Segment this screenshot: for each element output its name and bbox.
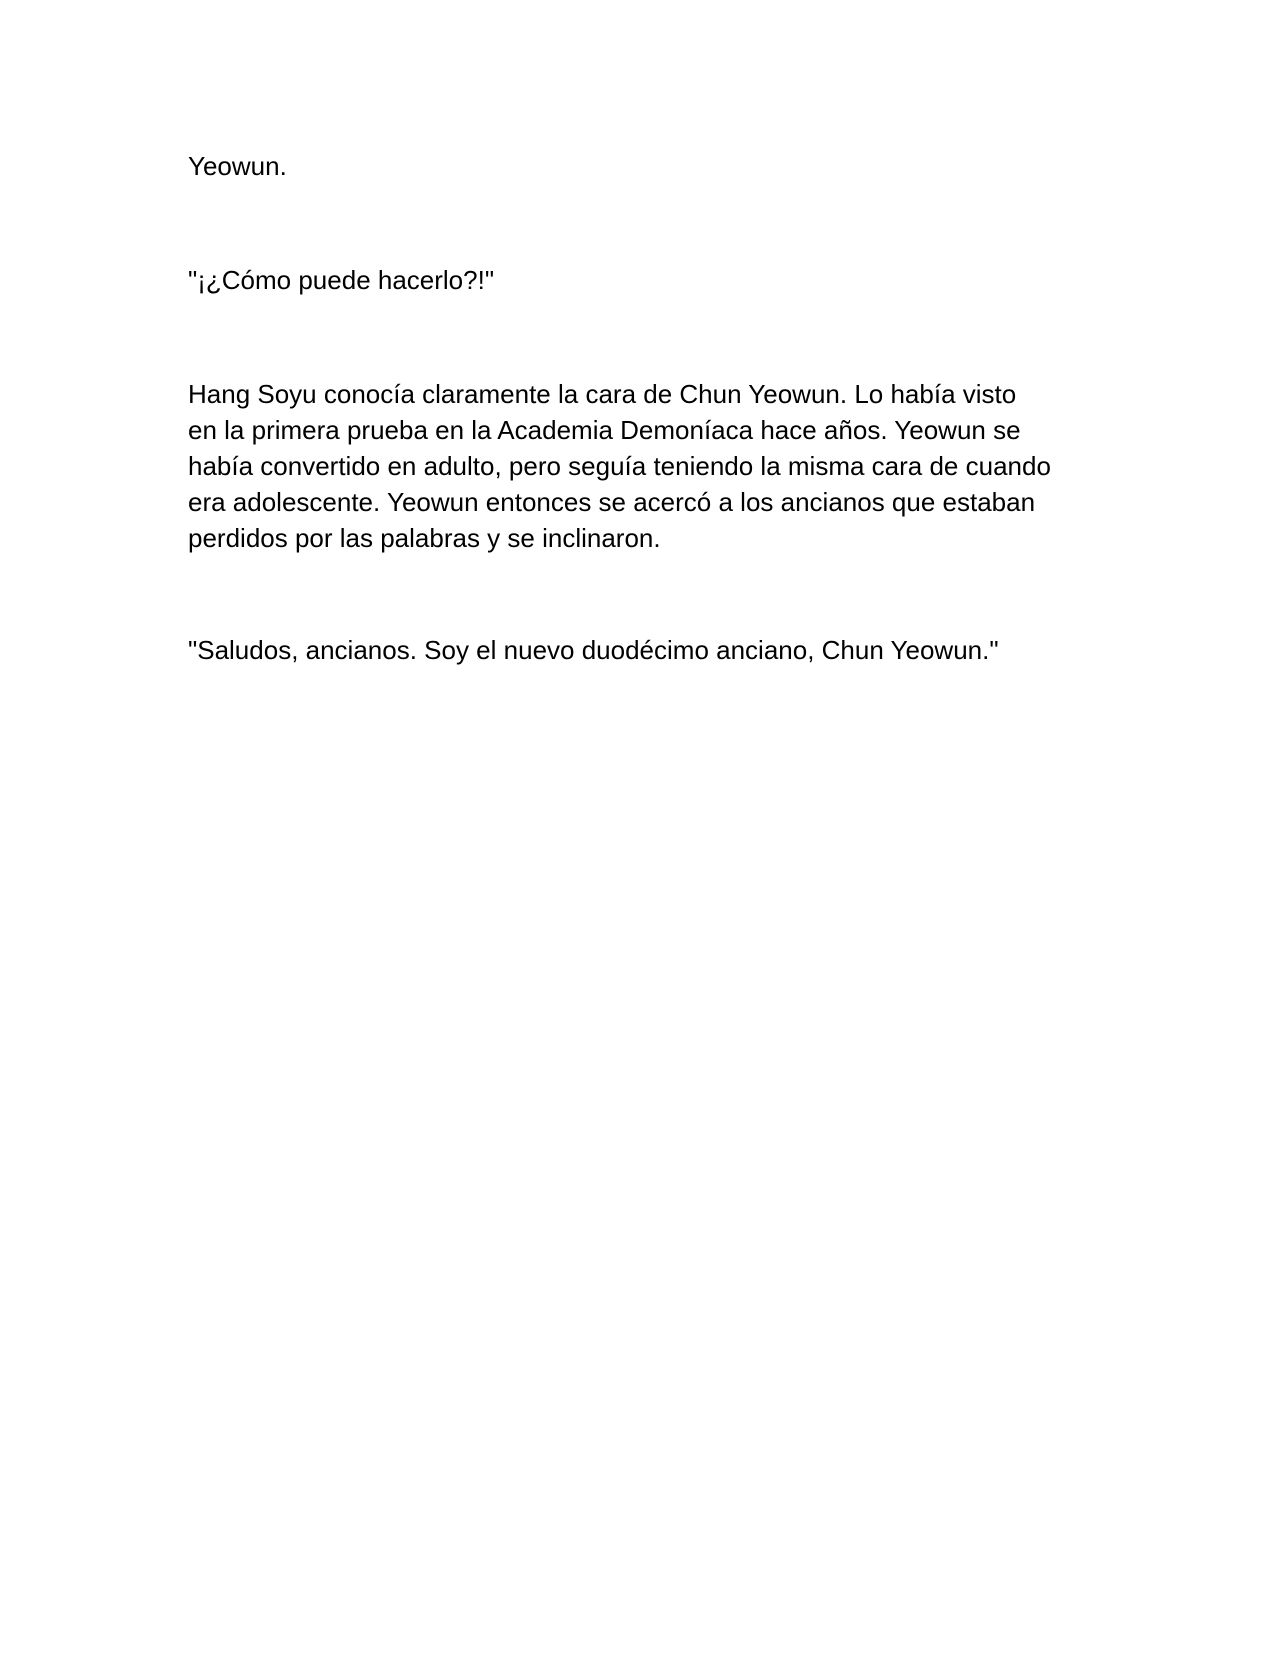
paragraph-line: en la primera prueba en la Academia Demoníaca hace años. Yeowun se <box>188 415 1021 445</box>
paragraph-greeting <box>188 632 1108 668</box>
paragraph-line: Hang Soyu conocía claramente la cara de Chun Yeowun. Lo había visto <box>188 379 1017 409</box>
paragraph-yeowun <box>188 148 1108 184</box>
paragraph-line: era adolescente. Yeowun entonces se acercó a los ancianos que estaban <box>188 487 1036 517</box>
paragraph-exclamation <box>188 262 1108 298</box>
paragraph-line: "¡¿Cómo puede hacerlo?!" <box>188 265 495 295</box>
paragraph-line: perdidos por las palabras y se inclinaron. <box>188 523 661 553</box>
paragraph-line: "Saludos, ancianos. Soy el nuevo duodécimo anciano, Chun Yeowun." <box>188 635 999 665</box>
paragraph-line: Yeowun. <box>188 151 287 181</box>
paragraph-narration <box>188 376 1108 556</box>
paragraph-line: había convertido en adulto, pero seguía teniendo la misma cara de cuando <box>188 451 1051 481</box>
